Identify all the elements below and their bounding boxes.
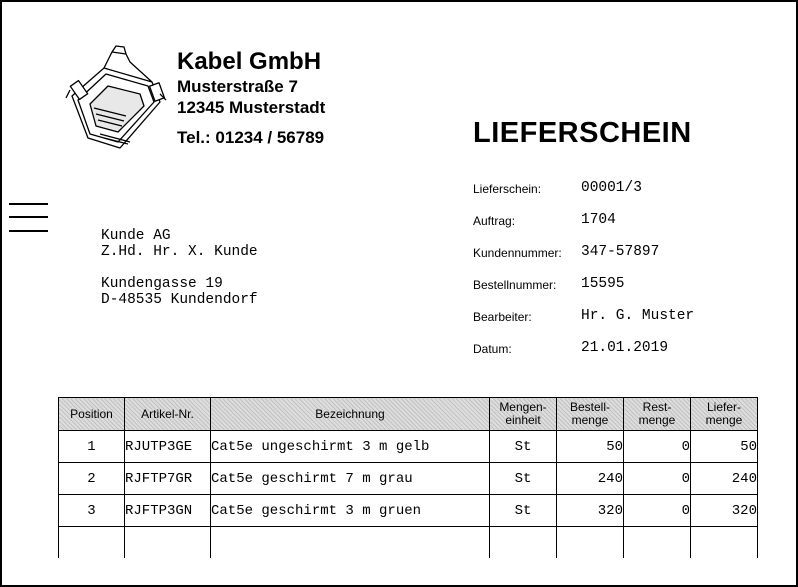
recipient-city: D-48535 Kundendorf: [101, 292, 258, 308]
header-description: Bezeichnung: [211, 398, 490, 431]
meta-label: Bestellnummer:: [473, 278, 557, 292]
items-table: [58, 397, 758, 558]
recipient-attention: Z.Hd. Hr. X. Kunde: [101, 244, 258, 260]
header-position: Position: [59, 398, 125, 431]
cell-article: RJUTP3GE: [125, 431, 211, 463]
company-name: Kabel GmbH: [177, 48, 322, 75]
cell-description: Cat5e ungeschirmt 3 m gelb: [211, 431, 490, 463]
cell-unit: St: [490, 463, 557, 495]
fold-mark: [9, 203, 48, 205]
meta-row-order: [473, 212, 773, 232]
meta-label: Datum:: [473, 342, 512, 356]
meta-value: 00001/3: [581, 180, 642, 196]
recipient-street: Kundengasse 19: [101, 276, 223, 292]
header-article: Artikel-Nr.: [125, 398, 211, 431]
cell-delivered: 320: [691, 495, 758, 527]
meta-value: 347-57897: [581, 244, 660, 260]
cell-position: 2: [59, 463, 125, 495]
meta-row-delivery-note: [473, 180, 773, 200]
cell-position: 1: [59, 431, 125, 463]
table-row-empty: [59, 527, 758, 559]
meta-value: 21.01.2019: [581, 340, 669, 356]
cell-delivered: 240: [691, 463, 758, 495]
table-row: [59, 463, 758, 495]
meta-row-clerk: [473, 308, 773, 328]
document-title: LIEFERSCHEIN: [473, 117, 692, 149]
dsub-connector-logo: [60, 44, 168, 156]
company-street: Musterstraße 7: [177, 77, 298, 96]
cell-article: RJFTP3GN: [125, 495, 211, 527]
cell-ordered: 320: [557, 495, 624, 527]
header-unit: Mengen- einheit: [490, 398, 557, 431]
cell-description: Cat5e geschirmt 3 m gruen: [211, 495, 490, 527]
meta-row-date: [473, 340, 773, 360]
cell-remaining: 0: [624, 463, 691, 495]
cell-description: Cat5e geschirmt 7 m grau: [211, 463, 490, 495]
meta-value: 15595: [581, 276, 625, 292]
recipient-company: Kunde AG: [101, 228, 171, 244]
header-remaining: Rest- menge: [624, 398, 691, 431]
fold-mark: [9, 216, 48, 218]
fold-mark: [9, 230, 48, 232]
cell-unit: St: [490, 431, 557, 463]
cell-remaining: 0: [624, 431, 691, 463]
cell-unit: St: [490, 495, 557, 527]
header-delivered: Liefer- menge: [691, 398, 758, 431]
header-ordered: Bestell- menge: [557, 398, 624, 431]
meta-value: Hr. G. Muster: [581, 308, 695, 324]
company-header: [177, 48, 325, 148]
table-header-row: [59, 398, 758, 431]
cell-ordered: 240: [557, 463, 624, 495]
meta-label: Kundennummer:: [473, 246, 562, 260]
table-row: [59, 495, 758, 527]
meta-row-customer-number: [473, 244, 773, 264]
cell-position: 3: [59, 495, 125, 527]
meta-label: Bearbeiter:: [473, 310, 532, 324]
company-city: 12345 Musterstadt: [177, 98, 326, 117]
cell-remaining: 0: [624, 495, 691, 527]
meta-row-order-number: [473, 276, 773, 296]
cell-delivered: 50: [691, 431, 758, 463]
cell-article: RJFTP7GR: [125, 463, 211, 495]
cell-ordered: 50: [557, 431, 624, 463]
meta-value: 1704: [581, 212, 616, 228]
meta-label: Lieferschein:: [473, 182, 542, 196]
recipient-address: [101, 228, 258, 308]
company-phone: Tel.: 01234 / 56789: [177, 128, 325, 147]
table-row: [59, 431, 758, 463]
meta-label: Auftrag:: [473, 214, 516, 228]
